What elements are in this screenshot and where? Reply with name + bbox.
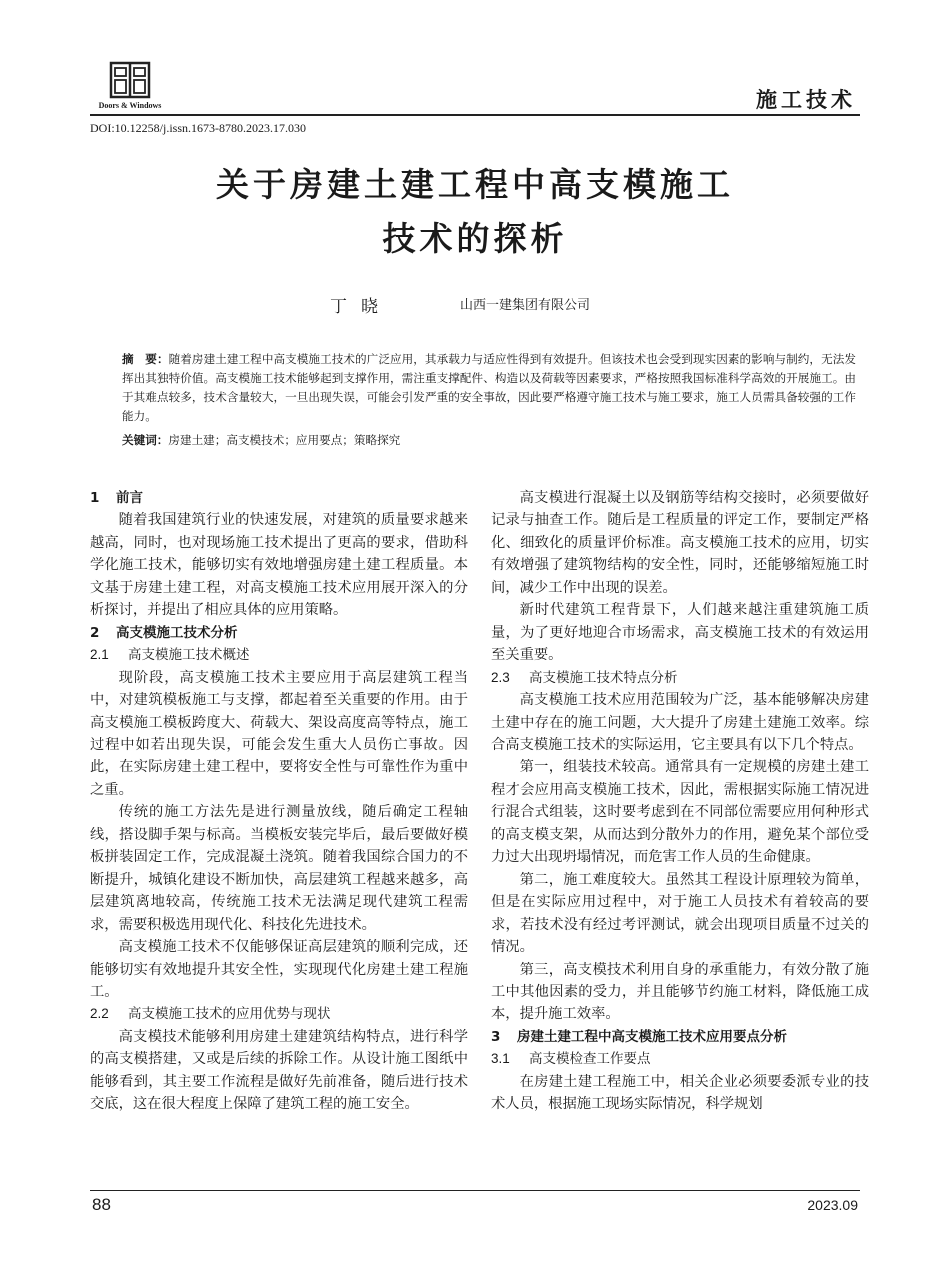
- header-divider: [90, 114, 860, 116]
- abstract: [122, 350, 856, 426]
- paragraph: 在房建土建工程施工中，相关企业必须要委派专业的技术人员，根据施工现场实际情况，科学规划: [491, 1073, 869, 1113]
- author-affiliation: 山西一建集团有限公司: [460, 298, 591, 313]
- article-title: [90, 158, 860, 266]
- paragraph: 第二，施工难度较大。虽然其工程设计原理较为简单，但是在实际应用过程中，对于施工人员技术有着较高的要求，若技术没有经过考评测试，就会出现项目质量不过关的情况。: [491, 871, 869, 956]
- doi: DOI:10.12258/j.issn.1673-8780.2023.17.030: [90, 121, 306, 135]
- doors-windows-logo-icon: [108, 60, 152, 100]
- paragraph: 高支模施工技术应用范围较为广泛，基本能够解决房建土建中存在的施工问题，大大提升了房建土建施工效率。综合高支模施工技术的实际运用，它主要具有以下几个特点。: [491, 692, 869, 753]
- footer-divider: [90, 1190, 860, 1191]
- subsection-heading: [491, 1048, 869, 1070]
- heading-text: 前言: [116, 490, 143, 506]
- heading-number: 3.1: [491, 1051, 510, 1067]
- section-heading: [90, 622, 468, 644]
- author-name: 丁晓: [330, 297, 392, 317]
- paragraph: 随着我国建筑行业的快速发展，对建筑的质量要求越来越高，同时，也对现场施工技术提出了更高的要求，借助科学化施工技术，能够切实有效地增强房建土建工程质量。本文基于房建土建工程，对高支模施工技术应用展开深入的分析探讨，并提出了相应具体的应用策略。: [90, 512, 468, 619]
- heading-text: 高支模施工技术分析: [116, 624, 238, 641]
- title-line-2: 技术的探析: [382, 219, 568, 258]
- section-heading: [90, 487, 468, 509]
- heading-number: 2.2: [90, 1006, 109, 1022]
- subsection-heading: [90, 1003, 468, 1025]
- paragraph: 现阶段，高支模施工技术主要应用于高层建筑工程当中，对建筑模板施工与支撑，都起着至关重要的作用。由于高支模施工模板跨度大、荷载大、架设高度高等特点，施工过程中如若出现失误，可能会发生重大人员伤亡事故。因此，在实际房建土建工程中，要将安全性与可靠性作为重中之重。: [90, 669, 468, 798]
- heading-number: 1: [90, 490, 100, 506]
- section-tag: 施工技术: [756, 87, 856, 112]
- subsection-heading: [90, 644, 468, 666]
- journal-logo: [90, 60, 170, 110]
- subsection-heading: [491, 667, 869, 689]
- paragraph: 高支模施工技术不仅能够保证高层建筑的顺利完成，还能够切实有效地提升其安全性，实现现代化房建土建工程施工。: [90, 939, 468, 1000]
- heading-number: 2.3: [491, 669, 510, 685]
- keywords-label: 关键词：: [122, 433, 169, 447]
- abstract-label: 摘 要：: [122, 352, 169, 366]
- body-column-right: [491, 487, 869, 1116]
- heading-text: 高支模施工技术概述: [128, 647, 250, 664]
- heading-text: 高支模施工技术特点分析: [529, 669, 678, 686]
- paragraph: 第三，高支模技术利用自身的承重能力，有效分散了施工中其他因素的受力，并且能够节约施工材料，降低施工成本，提升施工效率。: [491, 961, 869, 1023]
- heading-text: 高支模检查工作要点: [529, 1051, 651, 1068]
- paragraph: 高支模技术能够利用房建土建建筑结构特点，进行科学的高支模搭建，又或是后续的拆除工作。从设计施工图纸中能够看到，其主要工作流程是做好先前准备，随后进行技术交底，这在很大程度上保障了建筑工程的施工安全。: [90, 1028, 468, 1113]
- heading-number: 2: [90, 624, 100, 641]
- issue-date: 2023.09: [807, 1197, 858, 1213]
- paragraph: 第一，组装技术较高。通常具有一定规模的房建土建工程才会应用高支模施工技术，因此，需根据实际施工情况进行混合式组装，这时要考虑到在不同部位需要应用何种形式的高支模支架，从而达到分散外力的作用，避免某个部位受力过大出现坍塌情况，而危害工作人员的生命健康。: [491, 759, 869, 866]
- paragraph: 传统的施工方法先是进行测量放线，随后确定工程轴线，搭设脚手架与标高。当模板安装完毕后，最后要做好模板拼装固定工作，完成混凝土浇筑。随着我国综合国力的不断提升，城镇化建设不断加快，高层建筑工程越来越多，高层建筑离地较高，传统施工技术无法满足现代建筑工程需求，需要积极选用现代化、科技化先进技术。: [90, 804, 468, 933]
- heading-number: 2.1: [90, 647, 109, 663]
- keywords: [122, 432, 856, 448]
- body-column-left: [90, 487, 468, 1116]
- section-heading: [491, 1026, 869, 1048]
- paragraph: 高支模进行混凝土以及钢筋等结构交接时，必须要做好记录与抽查工作。随后是工程质量的评定工作，要制定严格化、细致化的质量评价标准。高支模施工技术的应用，切实有效增强了建筑物结构的安全性，同时，还能够缩短施工时间，减少工作中出现的误差。: [491, 490, 869, 596]
- abstract-text: 随着房建土建工程中高支模施工技术的广泛应用，其承载力与适应性得到有效提升。但该技术也会受到现实因素的影响与制约，无法发挥出其独特价值。高支模施工技术能够起到支撑作用，需注重支撑配件、构造以及荷载等因素要求，严格按照我国标准科学高效的开展施工。由于其难点较多，技术含量较大，一旦出现失误，可能会引发严重的安全事故，因此要严格遵守施工技术与施工要求，施工人员需具备较强的工作能力。: [122, 352, 856, 423]
- title-line-1: 关于房建土建工程中高支模施工: [216, 165, 734, 204]
- page-number: 88: [92, 1195, 111, 1214]
- keywords-text: 房建土建；高支模技术；应用要点；策略探究: [168, 433, 401, 447]
- heading-text: 房建土建工程中高支模施工技术应用要点分析: [517, 1028, 787, 1045]
- heading-number: 3: [491, 1028, 501, 1045]
- heading-text: 高支模施工技术的应用优势与现状: [128, 1006, 331, 1023]
- logo-text: Doors & Windows: [98, 101, 162, 110]
- paragraph: 新时代建筑工程背景下，人们越来越注重建筑施工质量，为了更好地迎合市场需求，高支模施工技术的有效运用至关重要。: [491, 602, 869, 664]
